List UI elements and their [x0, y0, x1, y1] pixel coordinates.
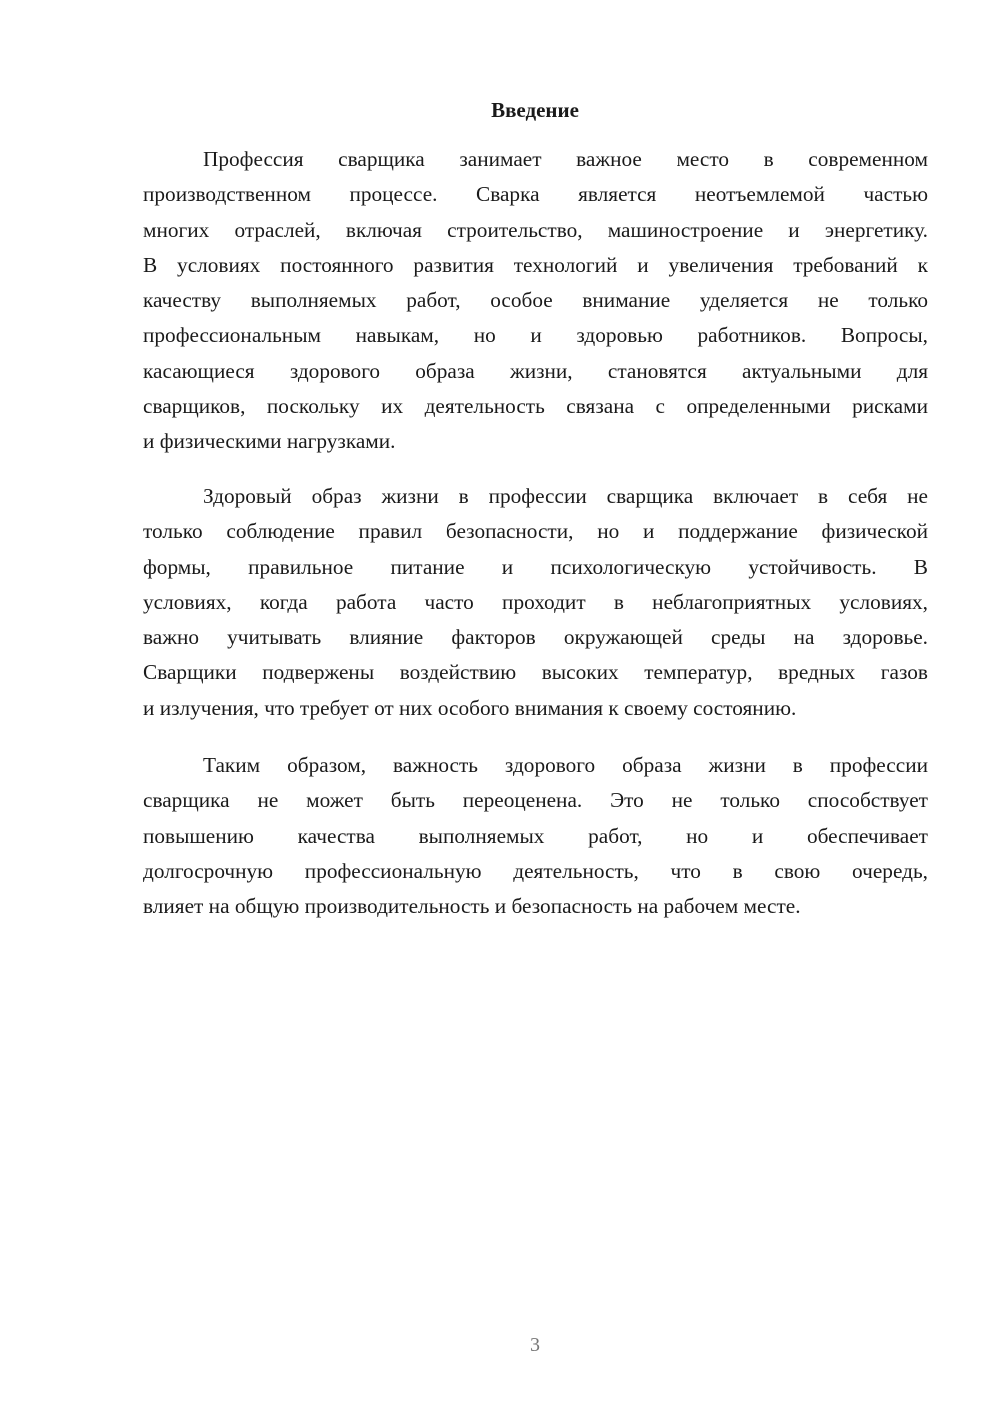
text-line: влияет на общую производительность и безопасность на рабочем месте.	[143, 894, 801, 919]
text-line: и физическими нагрузками.	[143, 429, 396, 454]
text-line: сварщика не может быть переоценена. Это не только способствует	[143, 788, 928, 813]
text-line: только соблюдение правил безопасности, но и поддержание физической	[143, 519, 928, 544]
text-line: повышению качества выполняемых работ, но и обеспечивает	[143, 823, 928, 848]
page-number: 3	[530, 1334, 540, 1356]
text-line: и излучения, что требует от них особого внимания к своему состоянию.	[143, 695, 797, 720]
text-line: Таким образом, важность здорового образа жизни в профессии	[203, 753, 928, 777]
text-line: производственном процессе. Сварка является неотъемлемой частью	[143, 182, 928, 207]
text-line: условиях, когда работа часто проходит в неблагоприятных условиях,	[143, 589, 928, 614]
paragraph-1	[143, 142, 928, 460]
page-title: Введение	[491, 98, 579, 122]
text-line: Здоровый образ жизни в профессии сварщика включает в себя не	[203, 484, 928, 508]
text-line: качеству выполняемых работ, особое внимание уделяется не только	[143, 288, 928, 313]
text-line: формы, правильное питание и психологическую устойчивость. В	[143, 554, 928, 579]
text-line: Сварщики подвержены воздействию высоких температур, вредных газов	[143, 660, 928, 685]
paragraph-2	[143, 479, 928, 726]
text-line: профессиональным навыкам, но и здоровью работников. Вопросы,	[143, 323, 928, 348]
text-line: касающиеся здорового образа жизни, становятся актуальными для	[143, 358, 928, 383]
text-line: долгосрочную профессиональную деятельность, что в свою очередь,	[143, 858, 928, 883]
text-line: многих отраслей, включая строительство, машиностроение и энергетику.	[143, 217, 928, 242]
text-line: В условиях постоянного развития технологий и увеличения требований к	[143, 252, 928, 277]
text-line: важно учитывать влияние факторов окружающей среды на здоровье.	[143, 625, 928, 650]
paragraph-3	[143, 748, 928, 924]
text-line: сварщиков, поскольку их деятельность связана с определенными рисками	[143, 394, 928, 419]
text-line: Профессия сварщика занимает важное место в современном	[203, 147, 928, 171]
